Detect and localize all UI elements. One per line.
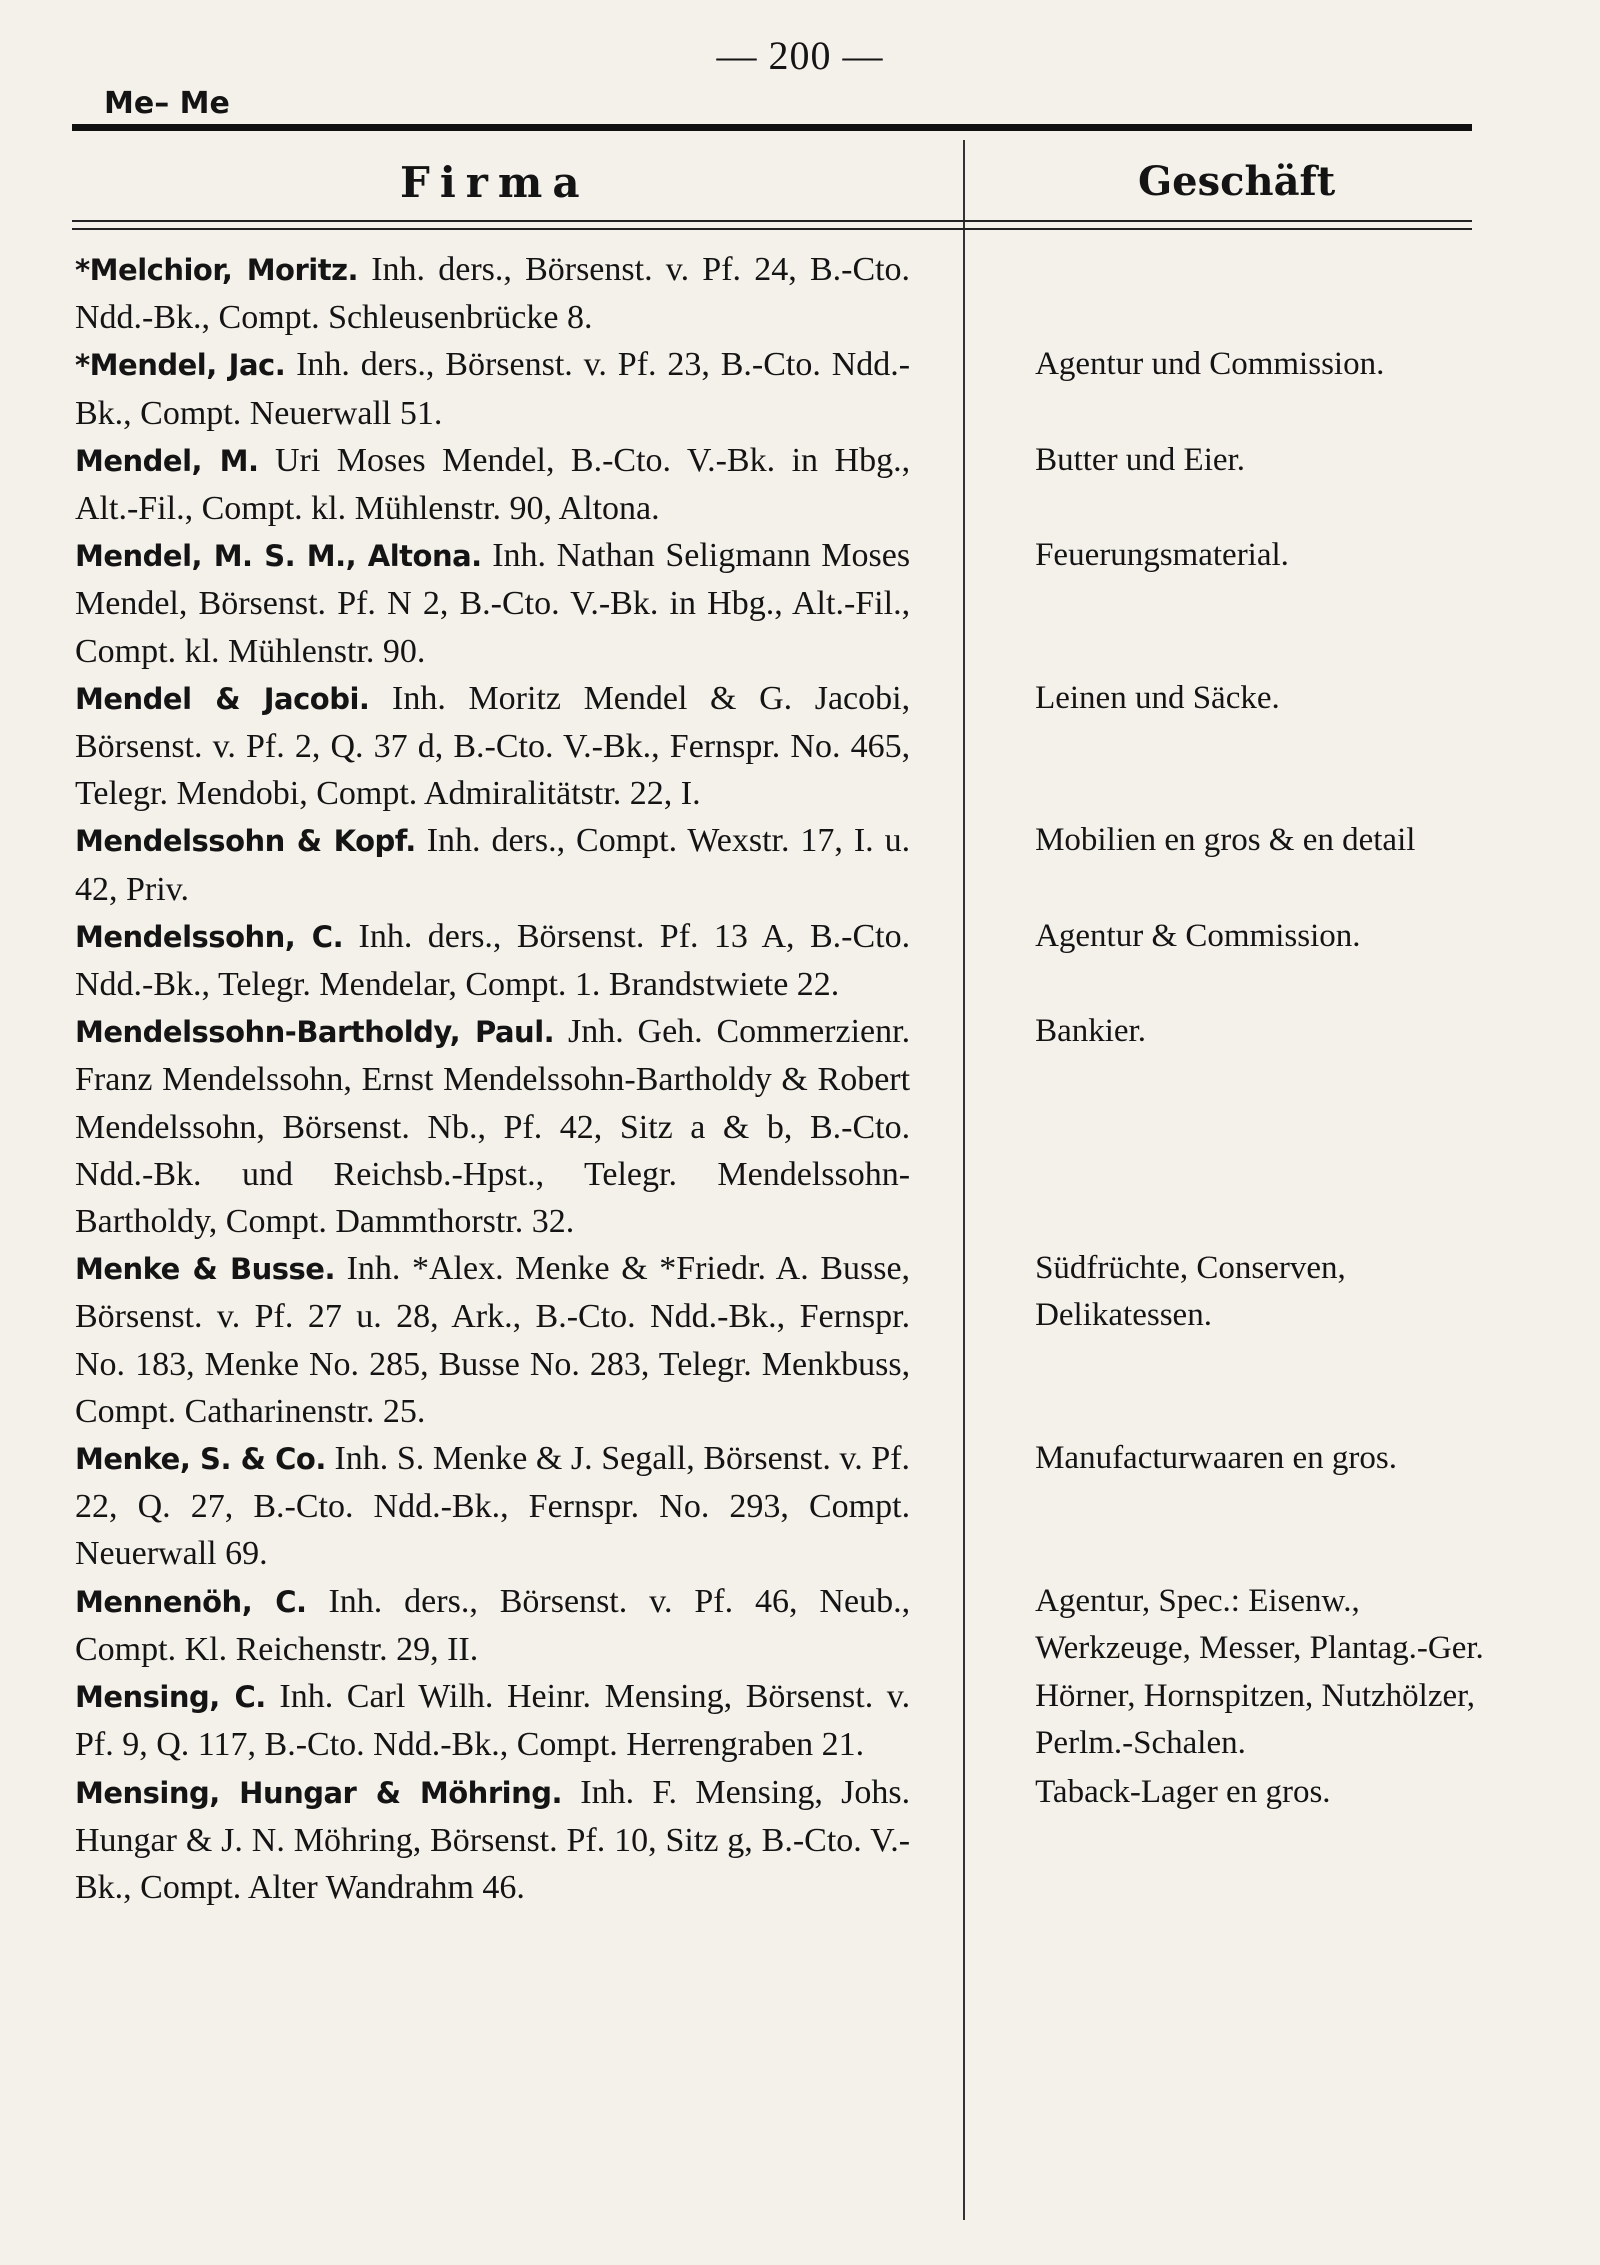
firm-entry (75, 341, 910, 436)
firm-name: Mendel, M. S. M., Altona. (75, 539, 482, 574)
list-item (75, 532, 1515, 675)
firm-entry (75, 913, 910, 1008)
entry-list (75, 246, 1515, 1911)
firm-details: Inh. Carl Wilh. Heinr. Mensing, Börsenst. v. Pf. 9, Q. 117, B.-Cto. Ndd.-Bk., Compt. Herrengraben 21. (75, 1678, 911, 1764)
business-type: Bankier. (1035, 1013, 1146, 1050)
column-header-firma: Firma (400, 158, 590, 207)
firm-entry (75, 675, 910, 818)
firm-name: Mensing, Hungar & Möhring. (75, 1775, 562, 1810)
list-item (75, 1769, 1515, 1912)
firm-entry (75, 1578, 910, 1673)
firm-details: Inh. ders., Börsenst. v. Pf. 46, Neub., Compt. Kl. Reichenstr. 29, II. (75, 1582, 911, 1668)
list-item (75, 1578, 1515, 1673)
firm-name: *Melchior, Moritz. (75, 253, 358, 287)
business-type: Südfrüchte, Conserven, Delikatessen. (1035, 1250, 1346, 1334)
business-type: Agentur und Commission. (1035, 346, 1385, 383)
firm-entry (75, 1245, 910, 1435)
firm-details: Inh. ders., Börsenst. Pf. 13 A, B.-Cto. Ndd.-Bk., Telegr. Mendelar, Compt. 1. Brandstwiete 22. (75, 917, 911, 1004)
firm-name: Menke, S. & Co. (75, 1442, 326, 1477)
column-header-geschaeft: Geschäft (1138, 158, 1336, 205)
firm-name: Mendelssohn-Bartholdy, Paul. (75, 1015, 555, 1050)
firm-details: Inh. F. Mensing, Johs. Hungar & J. N. Möhring, Börsenst. Pf. 10, Sitz g, B.-Cto. V.-Bk., Compt. Alter Wandrahm 46. (75, 1773, 911, 1906)
business-type (1035, 246, 1515, 341)
firm-details: Inh. Nathan Seligmann Moses Mendel, Börsenst. Pf. N 2, B.-Cto. V.-Bk. in Hbg., Alt.-Fil., Compt. kl. Mühlenstr. 90. (75, 537, 911, 670)
firm-name: Mendelssohn & Kopf. (75, 824, 416, 859)
firm-entry (75, 437, 910, 532)
firm-name: Mendel & Jacobi. (75, 681, 370, 716)
firm-details: Jnh. Geh. Commerzienr. Franz Mendelssohn, Ernst Mendelssohn-Bartholdy & Robert Mendelssohn, Börsenst. Nb., Pf. 42, Sitz a & b, B.-Cto. Ndd.-Bk. und Reichsb.-Hpst., Telegr. Mendelssohn-Bartholdy, Compt. Dammthorstr. 32. (75, 1013, 911, 1241)
firm-details: Inh. ders., Börsenst. v. Pf. 24, B.-Cto. Ndd.-Bk., Compt. Schleusenbrücke 8. (75, 251, 911, 337)
business-type: Mobilien en gros & en detail (1035, 822, 1416, 859)
top-rule (72, 124, 1472, 131)
firm-entry (75, 1673, 910, 1768)
firm-details: Inh. S. Menke & J. Segall, Börsenst. v. Pf. 22, Q. 27, B.-Cto. Ndd.-Bk., Fernspr. No. 293, Compt. Neuerwall 69. (75, 1440, 911, 1573)
list-item (75, 1435, 1515, 1578)
business-type: Butter und Eier. (1035, 441, 1245, 478)
list-item (75, 913, 1515, 1008)
firm-entry (75, 817, 910, 912)
business-type: Taback-Lager en gros. (1035, 1773, 1331, 1810)
list-item (75, 246, 1515, 341)
firm-details: Uri Moses Mendel, B.-Cto. V.-Bk. in Hbg., Alt.-Fil., Compt. kl. Mühlenstr. 90, Altona. (75, 441, 911, 528)
alphabetical-range-label: Me– Me (104, 86, 230, 121)
firm-details: Inh. Moritz Mendel & G. Jacobi, Börsenst. v. Pf. 2, Q. 37 d, B.-Cto. V.-Bk., Fernspr. No. 465, Telegr. Mendobi, Compt. Admiralitätstr. 22, I. (75, 679, 911, 813)
firm-entry (75, 246, 910, 341)
firm-name: Mensing, C. (75, 1680, 266, 1715)
firm-name: Mennenöh, C. (75, 1584, 307, 1619)
header-rule-upper (72, 220, 1472, 222)
page-number: — 200 — (716, 33, 884, 78)
list-item (75, 1245, 1515, 1435)
business-type: Manufacturwaaren en gros. (1035, 1440, 1397, 1477)
list-item (75, 437, 1515, 532)
firm-name: *Mendel, Jac. (75, 348, 286, 383)
business-type: Agentur, Spec.: Eisenw., Werkzeuge, Messer, Plantag.-Ger. (1035, 1582, 1484, 1666)
firm-name: Mendelssohn, C. (75, 919, 344, 954)
list-item (75, 1673, 1515, 1768)
firm-details: Inh. *Alex. Menke & *Friedr. A. Busse, Börsenst. v. Pf. 27 u. 28, Ark., B.-Cto. Ndd.-Bk., Fernspr. No. 183, Menke No. 285, Busse No. 283, Telegr. Menkbuss, Compt. Catharinenstr. 25. (75, 1250, 911, 1430)
firm-details: Inh. ders., Compt. Wexstr. 17, I. u. 42, Priv. (75, 822, 911, 908)
list-item (75, 1008, 1515, 1245)
list-item (75, 341, 1515, 436)
business-type: Leinen und Säcke. (1035, 679, 1280, 716)
business-type: Feuerungsmaterial. (1035, 537, 1289, 574)
header-rule-lower (72, 228, 1472, 230)
business-type: Agentur & Commission. (1035, 917, 1361, 954)
firm-details: Inh. ders., Börsenst. v. Pf. 23, B.-Cto. Ndd.-Bk., Compt. Neuerwall 51. (75, 346, 911, 432)
firm-entry (75, 532, 910, 675)
firm-entry (75, 1435, 910, 1578)
firm-entry (75, 1769, 910, 1912)
firm-name: Menke & Busse. (75, 1252, 335, 1287)
business-type: Hörner, Hornspitzen, Nutzhölzer, Perlm.-Schalen. (1035, 1678, 1476, 1762)
list-item (75, 675, 1515, 818)
list-item (75, 817, 1515, 912)
firm-entry (75, 1008, 910, 1245)
firm-name: Mendel, M. (75, 443, 259, 478)
